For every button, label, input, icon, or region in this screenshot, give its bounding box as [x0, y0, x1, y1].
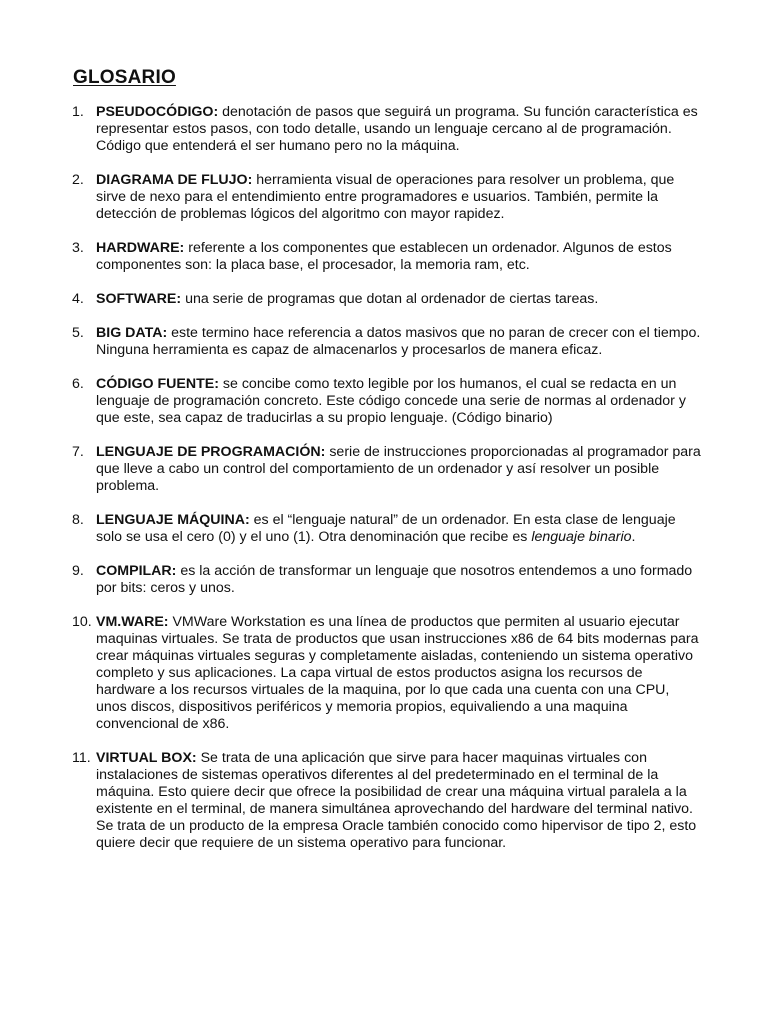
glossary-entry-codigo-fuente: [0, 376, 768, 427]
entry-definition-italic: lenguaje binario: [531, 529, 632, 545]
entry-number: 4.: [72, 291, 84, 307]
entry-definition-end: .: [631, 529, 636, 545]
glossary-list: [0, 104, 768, 869]
document-title: GLOSARIO: [73, 67, 176, 88]
entry-definition: VMWare Workstation es una línea de productos que permiten al usuario ejecutar maquinas virtuales. Se trata de productos que usan instrucciones x86 de 64 bits modernas para crear máquinas virtuales seguras y completamente aisladas, conteniendo un sistema operativo completo y sus aplicaciones. La capa virtual de estos productos asigna los recursos de hardware a los recursos virtuales de la maquina, por lo que cada una cuenta con una CPU, unos discos, dispositivos periféricos y memoria propios, equivaliendo a una maquina convencional de x86.: [96, 614, 699, 732]
entry-definition: se concibe como texto legible por los humanos, el cual se redacta en un lenguaje de programación concreto. Este código concede una serie de normas al ordenador y que este, sea capaz de traducirlas a su propio lenguaje. (Código binario): [96, 376, 686, 426]
entry-term: PSEUDOCÓDIGO:: [96, 104, 219, 120]
entry-definition: serie de instrucciones proporcionadas al programador para que lleve a cabo un control del comportamiento de un ordenador y así resolver un posible problema.: [96, 444, 701, 494]
entry-number: 3.: [72, 240, 84, 256]
entry-number: 7.: [72, 444, 84, 460]
entry-term: HARDWARE:: [96, 240, 185, 256]
entry-number: 2.: [72, 172, 84, 188]
entry-term: LENGUAJE DE PROGRAMACIÓN:: [96, 444, 326, 460]
entry-definition: herramienta visual de operaciones para resolver un problema, que sirve de nexo para el entendimiento entre programadores e usuarios. También, permite la detección de problemas lógicos del algoritmo con mayor rapidez.: [96, 172, 675, 222]
glossary-entry-pseudocodigo: [0, 104, 768, 155]
entry-definition: referente a los componentes que establecen un ordenador. Algunos de estos componentes son: la placa base, el procesador, la memoria ram, etc.: [96, 240, 672, 273]
entry-number: 11.: [72, 750, 91, 766]
entry-term: LENGUAJE MÁQUINA:: [96, 512, 250, 528]
glossary-entry-virtual-box: [0, 750, 768, 852]
glossary-entry-software: [0, 291, 768, 308]
entry-definition: este termino hace referencia a datos masivos que no paran de crecer con el tiempo. Ninguna herramienta es capaz de almacenarlos y procesarlos de manera eficaz.: [96, 325, 701, 358]
entry-term: VIRTUAL BOX:: [96, 750, 197, 766]
glossary-entry-diagrama-de-flujo: [0, 172, 768, 223]
entry-definition: es la acción de transformar un lenguaje que nosotros entendemos a uno formado por bits: ceros y unos.: [96, 563, 693, 596]
glossary-entry-compilar: [0, 563, 768, 597]
entry-number: 10.: [72, 614, 92, 630]
entry-number: 9.: [72, 563, 84, 579]
entry-term: COMPILAR:: [96, 563, 177, 579]
entry-number: 1.: [72, 104, 84, 120]
glossary-entry-vmware: [0, 614, 768, 733]
entry-term: SOFTWARE:: [96, 291, 182, 307]
glossary-entry-lenguaje-maquina: [0, 512, 768, 546]
entry-number: 8.: [72, 512, 84, 528]
entry-term: CÓDIGO FUENTE:: [96, 376, 219, 392]
glossary-entry-big-data: [0, 325, 768, 359]
glossary-entry-hardware: [0, 240, 768, 274]
entry-definition: denotación de pasos que seguirá un programa. Su función característica es representar estos pasos, con todo detalle, usando un lenguaje cercano al de programación. Código que entenderá el ser humano pero no la máquina.: [96, 104, 698, 154]
entry-number: 6.: [72, 376, 84, 392]
entry-definition: una serie de programas que dotan al ordenador de ciertas tareas.: [181, 291, 599, 307]
glossary-entry-lenguaje-de-programacion: [0, 444, 768, 495]
entry-definition: Se trata de una aplicación que sirve para hacer maquinas virtuales con instalaciones de sistemas operativos diferentes al del predeterminado en el terminal de la máquina. Esto quiere decir que ofrece la posibilidad de crear una máquina virtual paralela a la existente en el terminal, de manera simultánea aprovechando del hardware del terminal nativo. Se trata de un producto de la empresa Oracle también conocido como hipervisor de tipo 2, esto quiere decir que requiere de un sistema operativo para funcionar.: [96, 750, 697, 851]
entry-definition: es el “lenguaje natural” de un ordenador. En esta clase de lenguaje solo se usa el cero (0) y el uno (1). Otra denominación que recibe es: [96, 512, 676, 545]
entry-term: DIAGRAMA DE FLUJO:: [96, 172, 253, 188]
entry-term: VM.WARE:: [96, 614, 169, 630]
entry-number: 5.: [72, 325, 84, 341]
entry-term: BIG DATA:: [96, 325, 168, 341]
